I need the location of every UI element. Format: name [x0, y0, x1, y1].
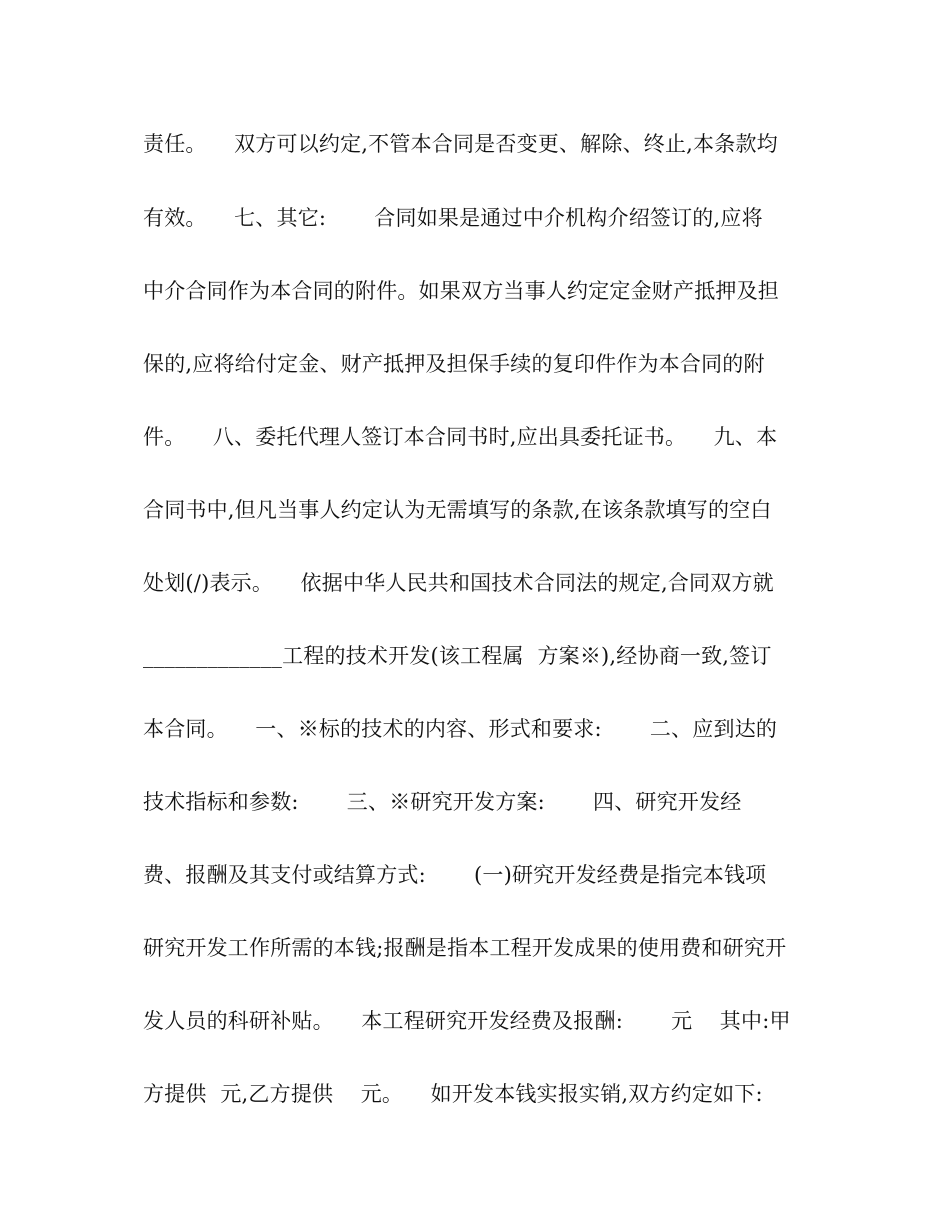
- text-line: 研究开发工作所需的本钱;报酬是指本工程开发成果的使用费和研究开: [143, 936, 787, 960]
- text-line: 处划(/)表示。 依据中华人民共和国技术合同法的规定,合同双方就: [143, 571, 774, 595]
- text-line: 费、报酬及其支付或结算方式: (一)研究开发经费是指完本钱项: [143, 863, 767, 887]
- text-line: 中介合同作为本合同的附件。如果双方当事人约定定金财产抵押及担: [143, 279, 779, 303]
- text-line: 发人员的科研补贴。 本工程研究开发经费及报酬: 元 其中:甲: [143, 1009, 791, 1033]
- text-line: 责任。 双方可以约定,不管本合同是否变更、解除、终止,本条款均: [143, 132, 778, 156]
- text-line: 件。 八、委托代理人签订本合同书时,应出具委托证书。 九、本: [143, 425, 778, 449]
- text-line: 合同书中,但凡当事人约定认为无需填写的条款,在该条款填写的空白: [143, 498, 772, 522]
- text-line: 方提供 元,乙方提供 元。 如开发本钱实报实销,双方约定如下:: [143, 1082, 763, 1106]
- text-line: 技术指标和参数: 三、※研究开发方案: 四、研究开发经: [143, 790, 742, 814]
- text-line: 本合同。 一、※标的技术的内容、形式和要求: 二、应到达的: [143, 717, 778, 741]
- text-line: 有效。 七、其它: 合同如果是通过中介机构介绍签订的,应将: [143, 206, 763, 230]
- text-line: 保的,应将给付定金、财产抵押及担保手续的复印件作为本合同的附: [143, 352, 765, 376]
- text-line: _____________工程的技术开发(该工程属 方案※),经协商一致,签订: [143, 644, 772, 668]
